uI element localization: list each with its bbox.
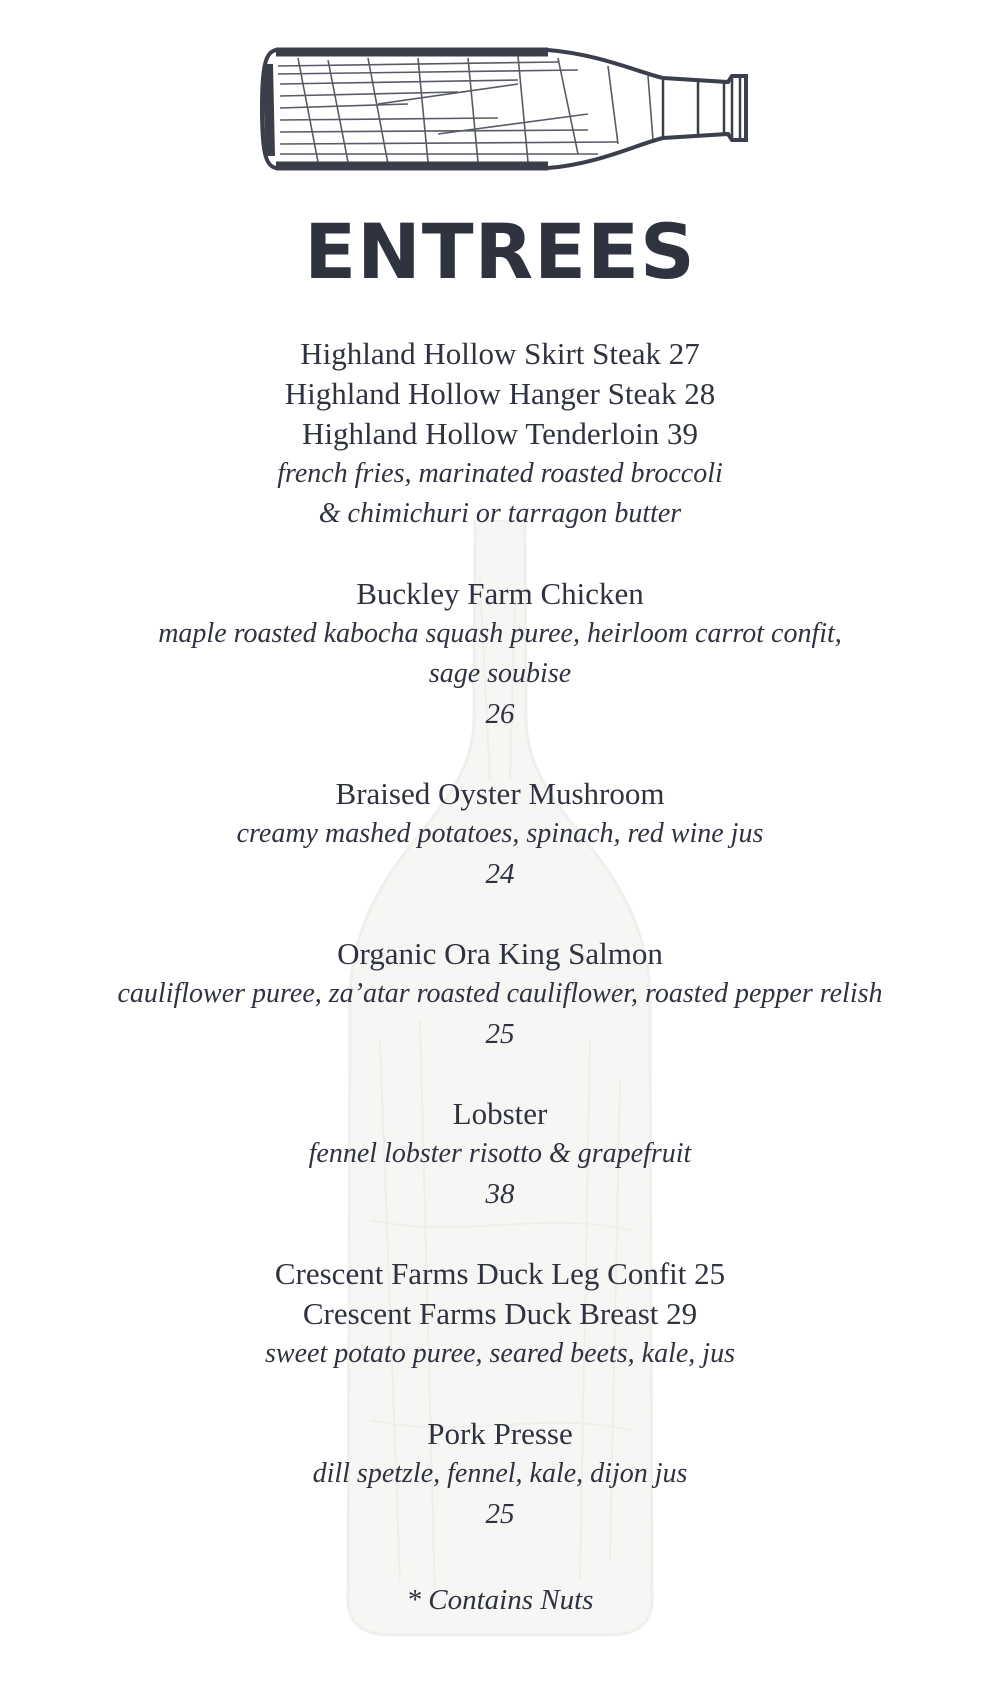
dish-description: sage soubise xyxy=(428,658,572,689)
dish-description: dill spetzle, fennel, kale, dijon jus xyxy=(312,1458,688,1489)
bottle-illustration xyxy=(258,44,750,174)
dish-price: 25 xyxy=(485,1018,515,1050)
entrees-list xyxy=(0,334,1000,1534)
dish-description: creamy mashed potatoes, spinach, red wine jus xyxy=(236,818,764,849)
dish-name: Highland Hollow Hanger Steak 28 xyxy=(284,376,716,411)
dish-name: Crescent Farms Duck Leg Confit 25 xyxy=(274,1256,726,1291)
dish-name: Braised Oyster Mushroom xyxy=(335,776,665,811)
nuts-footnote: * Contains Nuts xyxy=(406,1584,594,1616)
dish-name: Buckley Farm Chicken xyxy=(356,576,644,611)
dish-description: sweet potato puree, seared beets, kale, jus xyxy=(265,1338,735,1369)
dish-price: 24 xyxy=(485,858,515,890)
dish-description: french fries, marinated roasted broccoli xyxy=(277,458,723,489)
menu-item xyxy=(0,1414,1000,1534)
dish-price: 26 xyxy=(485,698,515,730)
menu-item xyxy=(0,334,1000,534)
menu-item xyxy=(0,1254,1000,1374)
dish-name: Highland Hollow Skirt Steak 27 xyxy=(300,336,700,371)
dish-name: Pork Presse xyxy=(427,1416,573,1451)
dish-name: Highland Hollow Tenderloin 39 xyxy=(302,416,698,451)
dish-description: fennel lobster risotto & grapefruit xyxy=(308,1138,692,1169)
menu-section-title: ENTREES xyxy=(304,207,696,296)
menu-item xyxy=(0,574,1000,734)
dish-name: Lobster xyxy=(452,1096,548,1131)
menu-item xyxy=(0,1094,1000,1214)
dish-name: Crescent Farms Duck Breast 29 xyxy=(302,1296,698,1331)
dish-description: & chimichuri or tarragon butter xyxy=(318,498,682,529)
dish-description: cauliflower puree, za’atar roasted cauliflower, roasted pepper relish xyxy=(117,978,883,1009)
dish-price: 38 xyxy=(485,1178,515,1210)
dish-description: maple roasted kabocha squash puree, heirloom carrot confit, xyxy=(158,618,842,649)
menu-item xyxy=(0,774,1000,894)
dish-name: Organic Ora King Salmon xyxy=(337,936,663,971)
menu-item xyxy=(0,934,1000,1054)
dish-price: 25 xyxy=(485,1498,515,1530)
